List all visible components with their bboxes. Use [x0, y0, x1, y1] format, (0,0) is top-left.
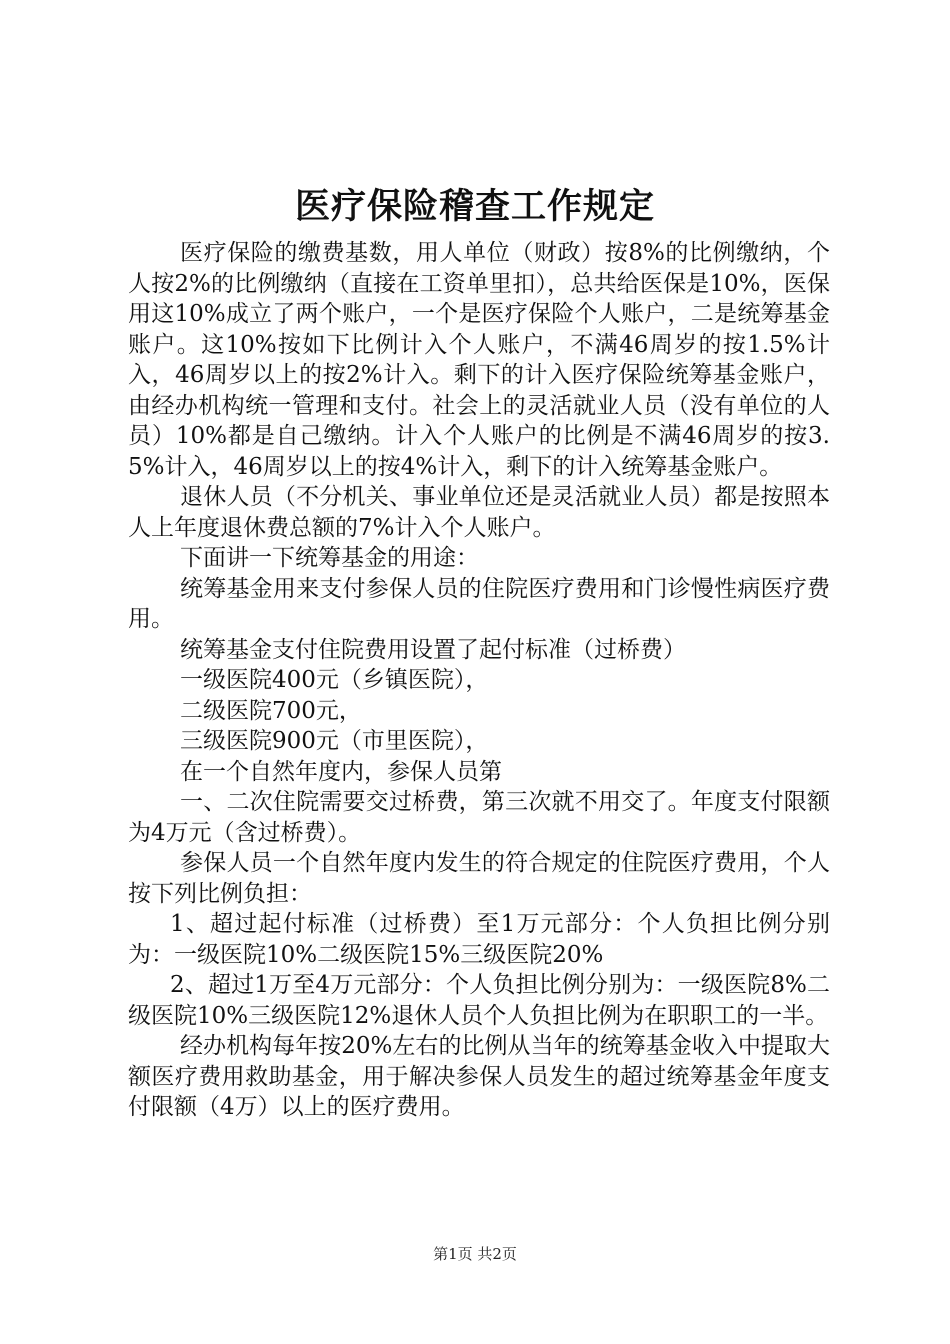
page-footer: 第1页 共2页	[433, 1245, 517, 1263]
paragraph-fund-purpose: 统筹基金用来支付参保人员的住院医疗费用和门诊慢性病医疗费用。	[128, 575, 830, 632]
paragraph-level-2-hospital: 二级医院700元，	[180, 697, 362, 724]
document-title: 医疗保险稽查工作规定	[294, 186, 655, 227]
document-body	[128, 238, 830, 1123]
paragraph-annual-limit: 一、二次住院需要交过桥费，第三次就不用交了。年度支付限额为4万元（含过桥费）。	[128, 789, 830, 846]
paragraph-retirees: 退休人员（不分机关、事业单位还是灵活就业人员）都是按照本人上年度退休费总额的7%计入个人账户。	[128, 484, 830, 541]
paragraph-contribution-basis: 医疗保险的缴费基数，用人单位（财政）按8%的比例缴纳，个人按2%的比例缴纳（直接在工资单里扣），总共给医保是10%，医保用这10%成立了两个账户，一个是医疗保险个人账户，二是统筹基金账户。这10%按如下比例计入个人账户，不满46周岁的按1.5%计入，46周岁以上的按2%计入。剩下的计入医疗保险统筹基金账户，由经办机构统一管理和支付。社会上的灵活就业人员（没有单位的人员）10%都是自己缴纳。计入个人账户的比例是不满46周岁的按3.5%计入，46周岁以上的按4%计入，剩下的计入统筹基金账户。	[128, 240, 830, 480]
paragraph-share-tier-2: 2、超过1万至4万元部分：个人负担比例分别为：一级医院8%二级医院10%三级医院12%退休人员个人负担比例为在职职工的一半。	[128, 972, 830, 1029]
paragraph-fund-usage-intro: 下面讲一下统筹基金的用途：	[180, 545, 479, 571]
paragraph-level-1-hospital: 一级医院400元（乡镇医院），	[180, 667, 489, 693]
paragraph-natural-year: 在一个自然年度内，参保人员第	[180, 758, 502, 785]
paragraph-threshold-intro: 统筹基金支付住院费用设置了起付标准（过桥费）	[180, 636, 686, 663]
paragraph-personal-share-intro: 参保人员一个自然年度内发生的符合规定的住院医疗费用，个人按下列比例负担：	[128, 850, 830, 907]
paragraph-share-tier-1: 1、超过起付标准（过桥费）至1万元部分：个人负担比例分别为：一级医院10%二级医院15%三级医院20%	[128, 911, 830, 968]
paragraph-relief-fund: 经办机构每年按20%左右的比例从当年的统筹基金收入中提取大额医疗费用救助基金，用于解决参保人员发生的超过统筹基金年度支付限额（4万）以上的医疗费用。	[128, 1033, 830, 1120]
paragraph-level-3-hospital: 三级医院900元（市里医院），	[180, 728, 489, 754]
